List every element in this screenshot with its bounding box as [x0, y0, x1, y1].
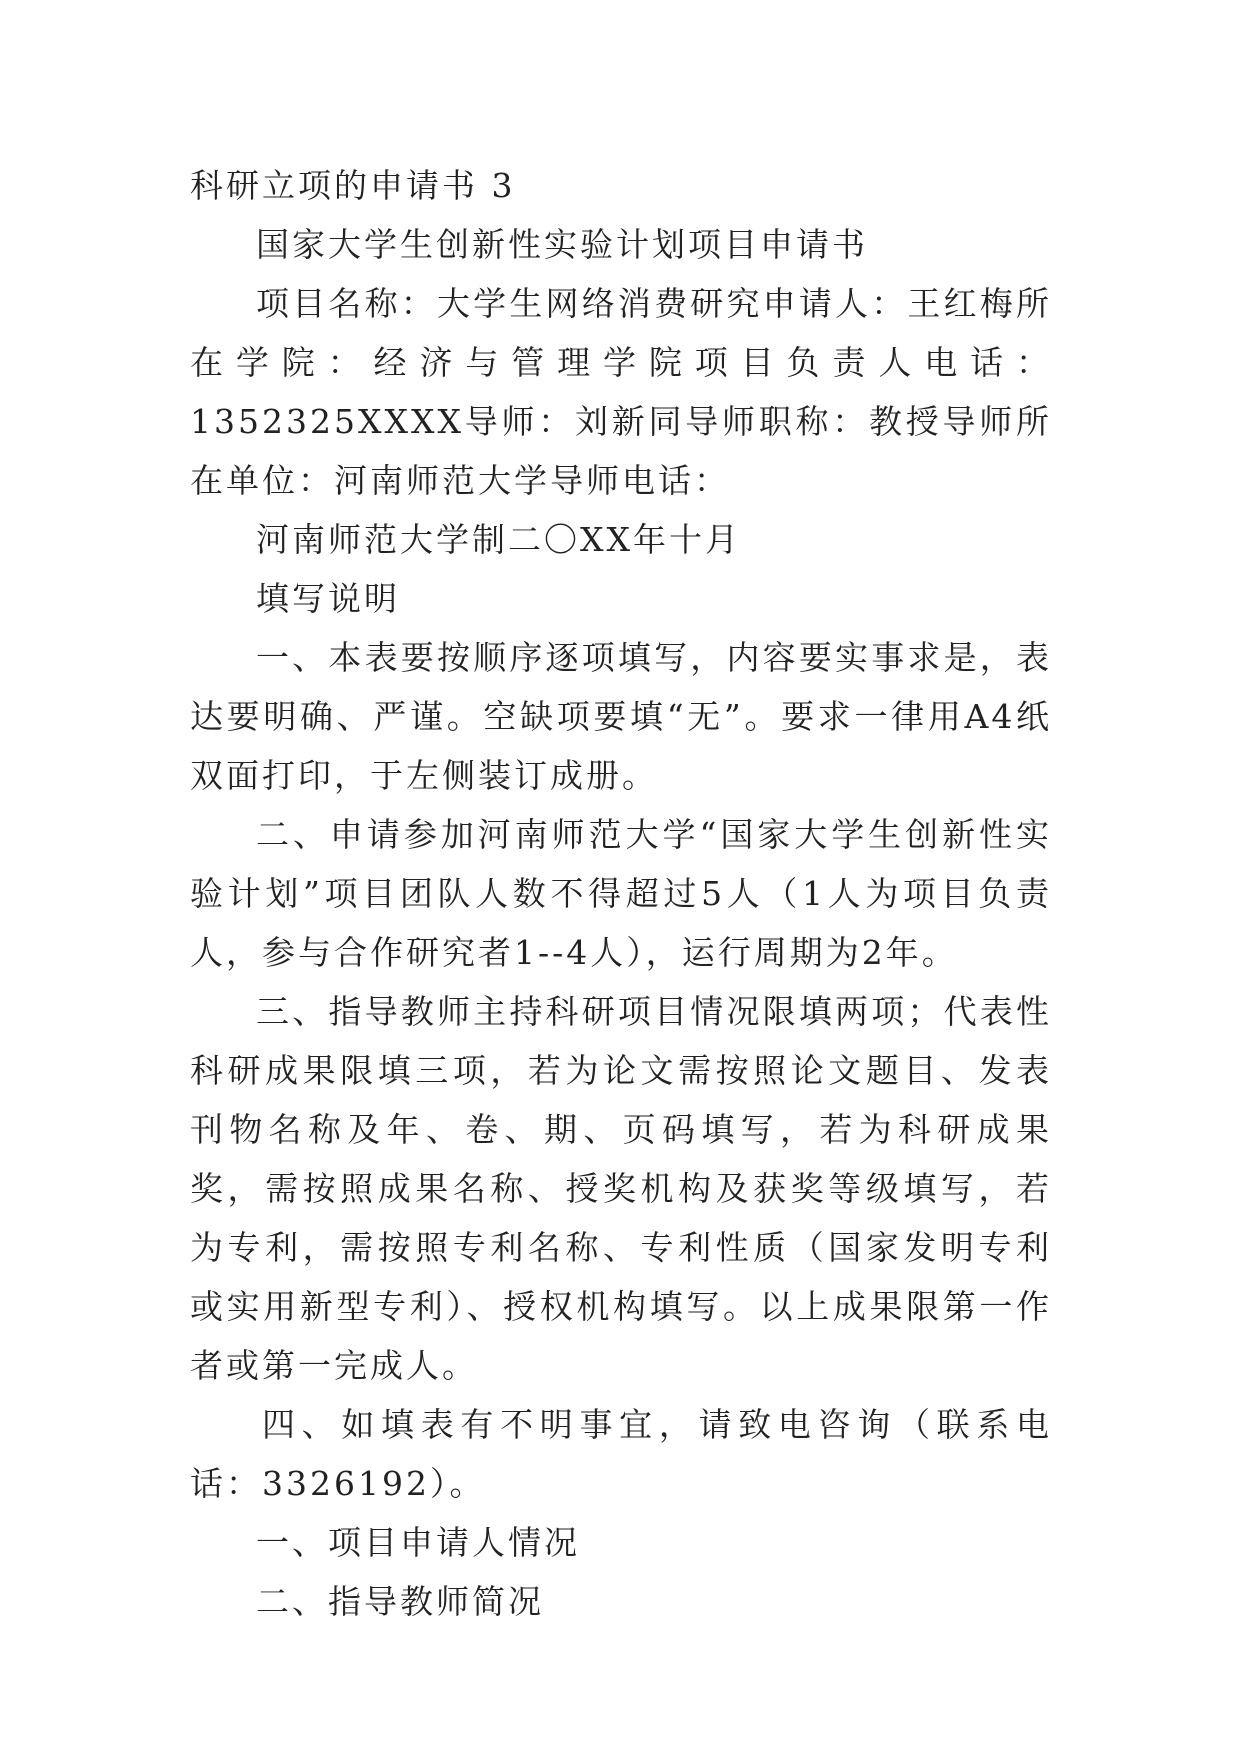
instructions-heading: 填写说明: [256, 579, 400, 618]
section-advisor: 二、指导教师简况: [256, 1582, 544, 1621]
document-title: 科研立项的申请书 3: [190, 166, 516, 205]
form-title: 国家大学生创新性实验计划项目申请书: [256, 225, 868, 264]
document-body: [190, 156, 1052, 1631]
project-info: 项目名称：大学生网络消费研究申请人：王红梅所在学院：经济与管理学院项目负责人电话：1352325XXXX导师：刘新同导师职称：教授导师所在单位：河南师范大学导师电话：: [190, 284, 1052, 500]
instruction-1: 一、本表要按顺序逐项填写，内容要实事求是，表达要明确、严谨。空缺项要填“无”。要求一律用A4纸双面打印，于左侧装订成册。: [190, 638, 1052, 795]
instruction-3: 三、指导教师主持科研项目情况限填两项；代表性科研成果限填三项，若为论文需按照论文题目、发表刊物名称及年、卷、期、页码填写，若为科研成果奖，需按照成果名称、授奖机构及获奖等级填写，若为专利，需按照专利名称、专利性质（国家发明专利或实用新型专利）、授权机构填写。以上成果限第一作者或第一完成人。: [190, 992, 1052, 1385]
instruction-4: 四、如填表有不明事宜，请致电咨询（联系电话：3326192）。: [190, 1405, 1052, 1503]
issuer-line: 河南师范大学制二〇XX年十月: [256, 520, 741, 559]
instruction-2: 二、申请参加河南师范大学“国家大学生创新性实验计划”项目团队人数不得超过5人（1人为项目负责人，参与合作研究者1--4人），运行周期为2年。: [190, 815, 1052, 972]
section-applicant: 一、项目申请人情况: [256, 1523, 580, 1562]
